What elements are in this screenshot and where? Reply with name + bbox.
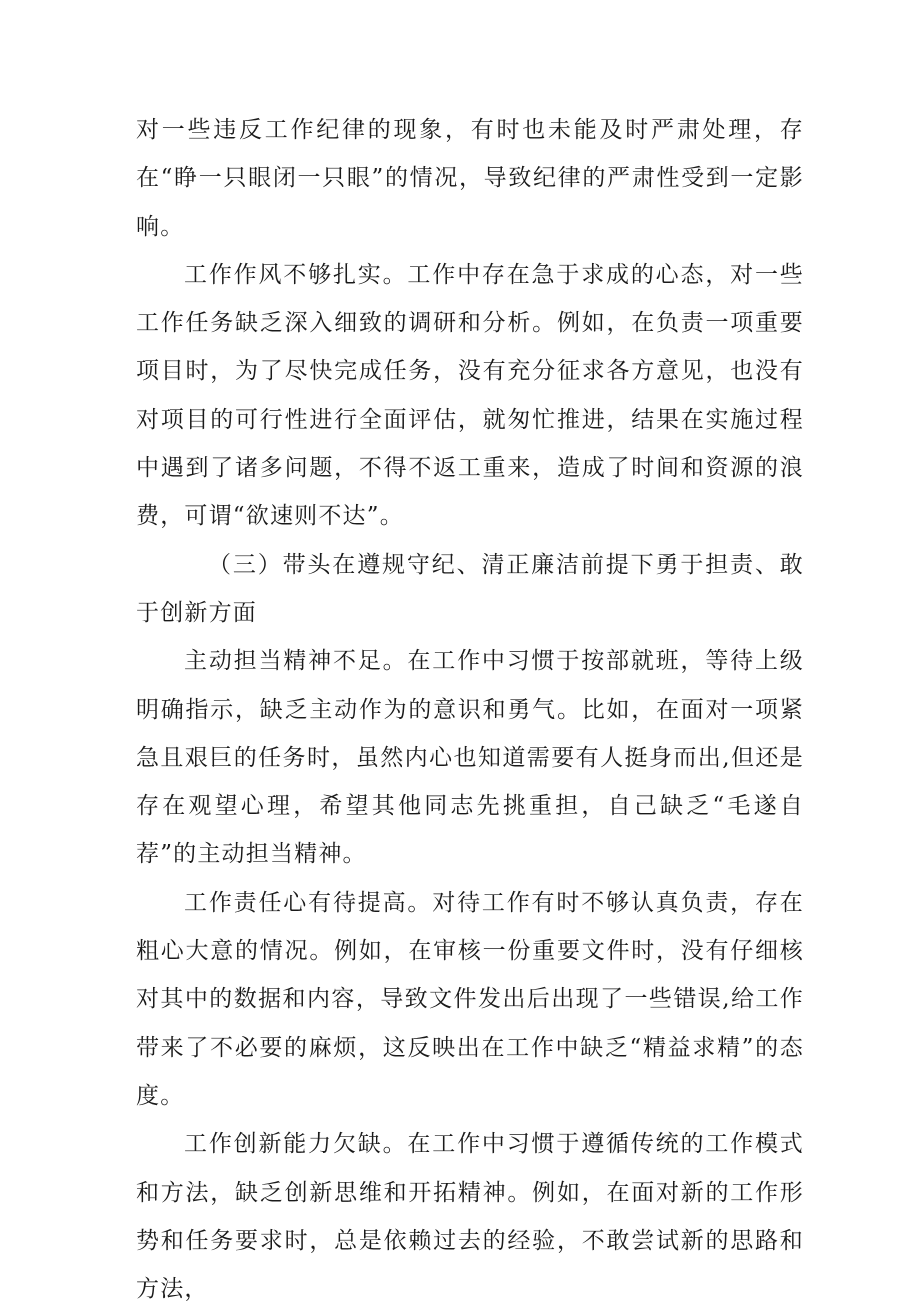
paragraph-innovation: 工作创新能力欠缺。在工作中习惯于遵循传统的工作模式和方法，缺乏创新思维和开拓精神。例如，在面对新的工作形势和任务要求时，总是依赖过去的经验，不敢尝试新的思路和方法， bbox=[136, 1131, 804, 1303]
paragraph-initiative: 主动担当精神不足。在工作中习惯于按部就班，等待上级明确指示，缺乏主动作为的意识和勇气。比如，在面对一项紧急且艰巨的任务时，虽然内心也知道需要有人挺身而出,但还是存在观望心理，希望其他同志先挑重担，自己缺乏“毛遂自荐”的主动担当精神。 bbox=[136, 648, 804, 868]
paragraph-responsibility: 工作责任心有待提高。对待工作有时不够认真负责，存在粗心大意的情况。例如，在审核一份重要文件时，没有仔细核对其中的数据和内容，导致文件发出后出现了一些错误,给工作带来了不必要的麻烦，这反映出在工作中缺乏“精益求精”的态度。 bbox=[136, 889, 804, 1109]
paragraph-discipline-continuation: 对一些违反工作纪律的现象，有时也未能及时严肃处理，存在“睁一只眼闭一只眼”的情况，导致纪律的严肃性受到一定影响。 bbox=[136, 117, 804, 240]
document-body bbox=[136, 106, 804, 1313]
paragraph-work-style: 工作作风不够扎实。工作中存在急于求成的心态，对一些工作任务缺乏深入细致的调研和分析。例如，在负责一项重要项目时，为了尽快完成任务，没有充分征求各方意见，也没有对项目的可行性进行全面评估，就匆忙推进，结果在实施过程中遇到了诸多问题，不得不返工重来，造成了时间和资源的浪费，可谓“欲速则不达”。 bbox=[136, 261, 804, 530]
section-heading-three: （三）带头在遵规守纪、清正廉洁前提下勇于担责、敢于创新方面 bbox=[136, 551, 804, 626]
